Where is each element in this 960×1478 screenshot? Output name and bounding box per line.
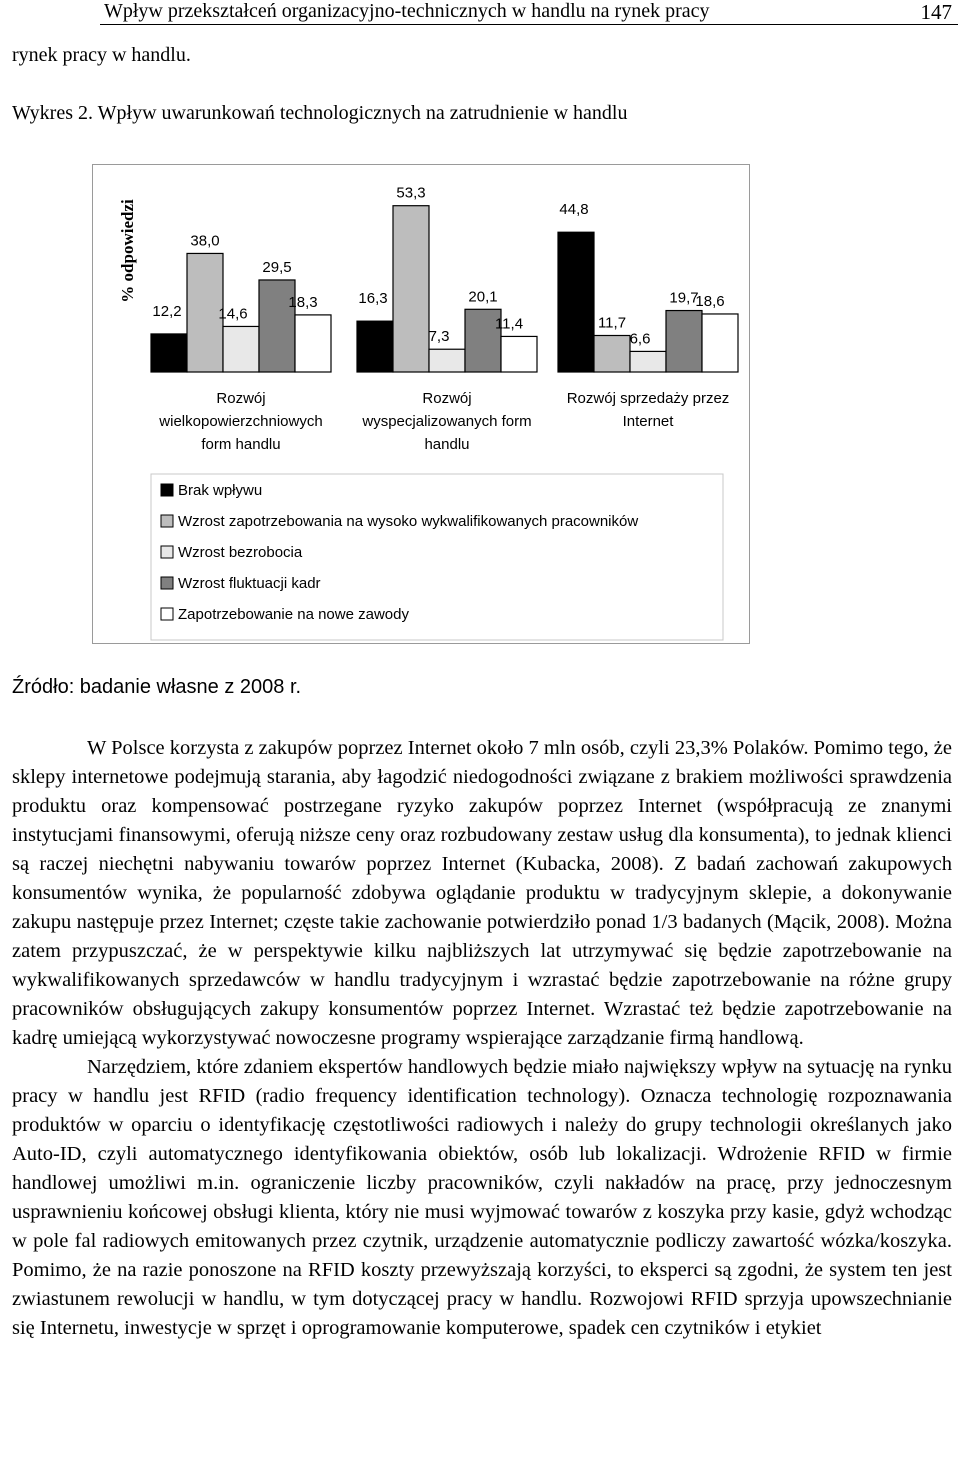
- bar-series2-group3: [594, 335, 630, 372]
- legend-swatch: [161, 608, 173, 620]
- legend-entry: Wzrost fluktuacji kadr: [178, 575, 321, 592]
- data-label: 7,3: [428, 328, 450, 346]
- data-label: 6,6: [629, 330, 651, 348]
- bar-series5-group3: [702, 314, 738, 372]
- bar-series3-group3: [630, 351, 666, 372]
- data-label: 14,6: [218, 305, 248, 323]
- running-header: [100, 0, 958, 25]
- data-label: 53,3: [396, 184, 426, 202]
- chart-caption: Wykres 2. Wpływ uwarunkowań technologicznych na zatrudnienie w handlu: [12, 102, 628, 124]
- legend-entry: Zapotrzebowanie na nowe zawody: [178, 606, 409, 623]
- data-label: 11,7: [597, 314, 627, 332]
- data-label: 44,8: [559, 201, 589, 219]
- body-text: [12, 734, 952, 1343]
- category-label: form handlu: [201, 436, 281, 453]
- bar-series1-group1: [151, 334, 187, 372]
- category-label: Rozwój: [216, 390, 266, 407]
- category-label: Internet: [622, 413, 674, 430]
- bar-series3-group2: [429, 349, 465, 372]
- legend-swatch: [161, 577, 173, 589]
- data-label: 29,5: [262, 258, 292, 276]
- bar-series5-group2: [501, 336, 537, 372]
- bar-series5-group1: [295, 315, 331, 372]
- data-label: 19,7: [669, 289, 699, 307]
- bar-series1-group3: [558, 232, 594, 372]
- legend-swatch: [161, 515, 173, 527]
- data-label: 20,1: [468, 288, 498, 306]
- bar-series1-group2: [357, 321, 393, 372]
- bar-series2-group2: [393, 206, 429, 372]
- data-label: 18,3: [288, 293, 318, 311]
- category-label: Rozwój: [422, 390, 472, 407]
- chart-frame: [92, 164, 750, 644]
- legend-entry: Brak wpływu: [178, 482, 263, 499]
- data-label: 18,6: [695, 292, 725, 310]
- data-label: 38,0: [190, 232, 220, 250]
- legend-swatch: [161, 546, 173, 558]
- legend-entry: Wzrost bezrobocia: [178, 544, 303, 561]
- data-label: 16,3: [358, 290, 388, 308]
- running-title: Wpływ przekształceń organizacyjno-technicznych w handlu na rynek pracy: [104, 0, 710, 22]
- source-note: Źródło: badanie własne z 2008 r.: [12, 676, 302, 698]
- data-label: 12,2: [152, 302, 182, 320]
- category-label: wyspecjalizowanych form: [362, 413, 532, 430]
- page-number: 147: [920, 0, 952, 24]
- chart: [93, 165, 751, 645]
- lead-text: rynek pracy w handlu.: [12, 44, 191, 66]
- category-label: handlu: [424, 436, 470, 453]
- legend-swatch: [161, 484, 173, 496]
- data-label: 11,4: [494, 315, 524, 333]
- bar-series3-group1: [223, 326, 259, 372]
- legend-entry: Wzrost zapotrzebowania na wysoko wykwalifikowanych pracowników: [178, 513, 639, 530]
- y-axis-label: % odpowiedzi: [118, 199, 137, 303]
- paragraph-1: W Polsce korzysta z zakupów poprzez Internet około 7 mln osób, czyli 23,3% Polaków. Pomimo tego, że sklepy internetowe podejmują starania, aby łagodzić niedogodności związane z brakiem możliwości sprawdzenia produktu oraz kompensować postrzegane ryzyko zakupów poprzez Internet (współpracują ze znanymi instytucjami finansowymi, oferują niższe ceny oraz rozbudowany zestaw usług dla konsumenta), to jednak klienci są raczej niechętni nabywaniu towarów poprzez Internet (Kubacka, 2008). Z badań zachowań zakupowych konsumentów wynika, że popularność zdobywa oglądanie produktu w tradycyjnym sklepie, a dokonywanie zakupu następuje przez Internet; częste takie zachowanie potwierdziło ponad 1/3 badanych (Mącik, 2008). Można zatem przypuszczać, że w perspektywie kilku najbliższych lat utrzymywać się będzie zapotrzebowanie na wykwalifikowanych sprzedawców w handlu tradycyjnym i wzrastać będzie zapotrzebowanie na różne grupy pracowników obsługujących zakupy konsumentów poprzez Internet. Wzrastać też będzie zapotrzebowanie na kadrę umiejącą wykorzystywać nowoczesne programy wspierające zarządzanie firmą handlową.: [12, 737, 952, 1049]
- paragraph-2: Narzędziem, które zdaniem ekspertów handlowych będzie miało największy wpływ na sytuację na rynku pracy w handlu jest RFID (radio frequency identification technology). Oznacza technologię rozpoznawania produktów w oparciu o identyfikację częstotliwości radiowych i należy do grupy technologii określanych jako Auto-ID, czyli automatycznego identyfikowania obiektów, osób lub lokalizacji. Wdrożenie RFID w firmie handlowej umożliwi m.in. ograniczenie liczby pracowników, czyli nakładów na pracę, przy jednoczesnym usprawnieniu końcowej obsługi klienta, który nie musi wyjmować towarów z koszyka przy kasie, gdyż wchodząc w pole fal radiowych emitowanych przez czytnik, urządzenie automatycznie podliczy zawartość wózka/koszyka. Pomimo, że na razie ponoszone na RFID koszty przewyższają korzyści, to eksperci są zgodni, że system ten jest zwiastunem rewolucji w handlu, w tym dotyczącej pracy w handlu. Rozwojowi RFID sprzyja upowszechnianie się Internetu, inwestycje w sprzęt i oprogramowanie komputerowe, spadek cen czytników i etykiet: [12, 1056, 952, 1339]
- category-label: wielkopowierzchniowych: [159, 413, 323, 430]
- category-label: Rozwój sprzedaży przez: [566, 390, 730, 407]
- bar-series4-group3: [666, 311, 702, 372]
